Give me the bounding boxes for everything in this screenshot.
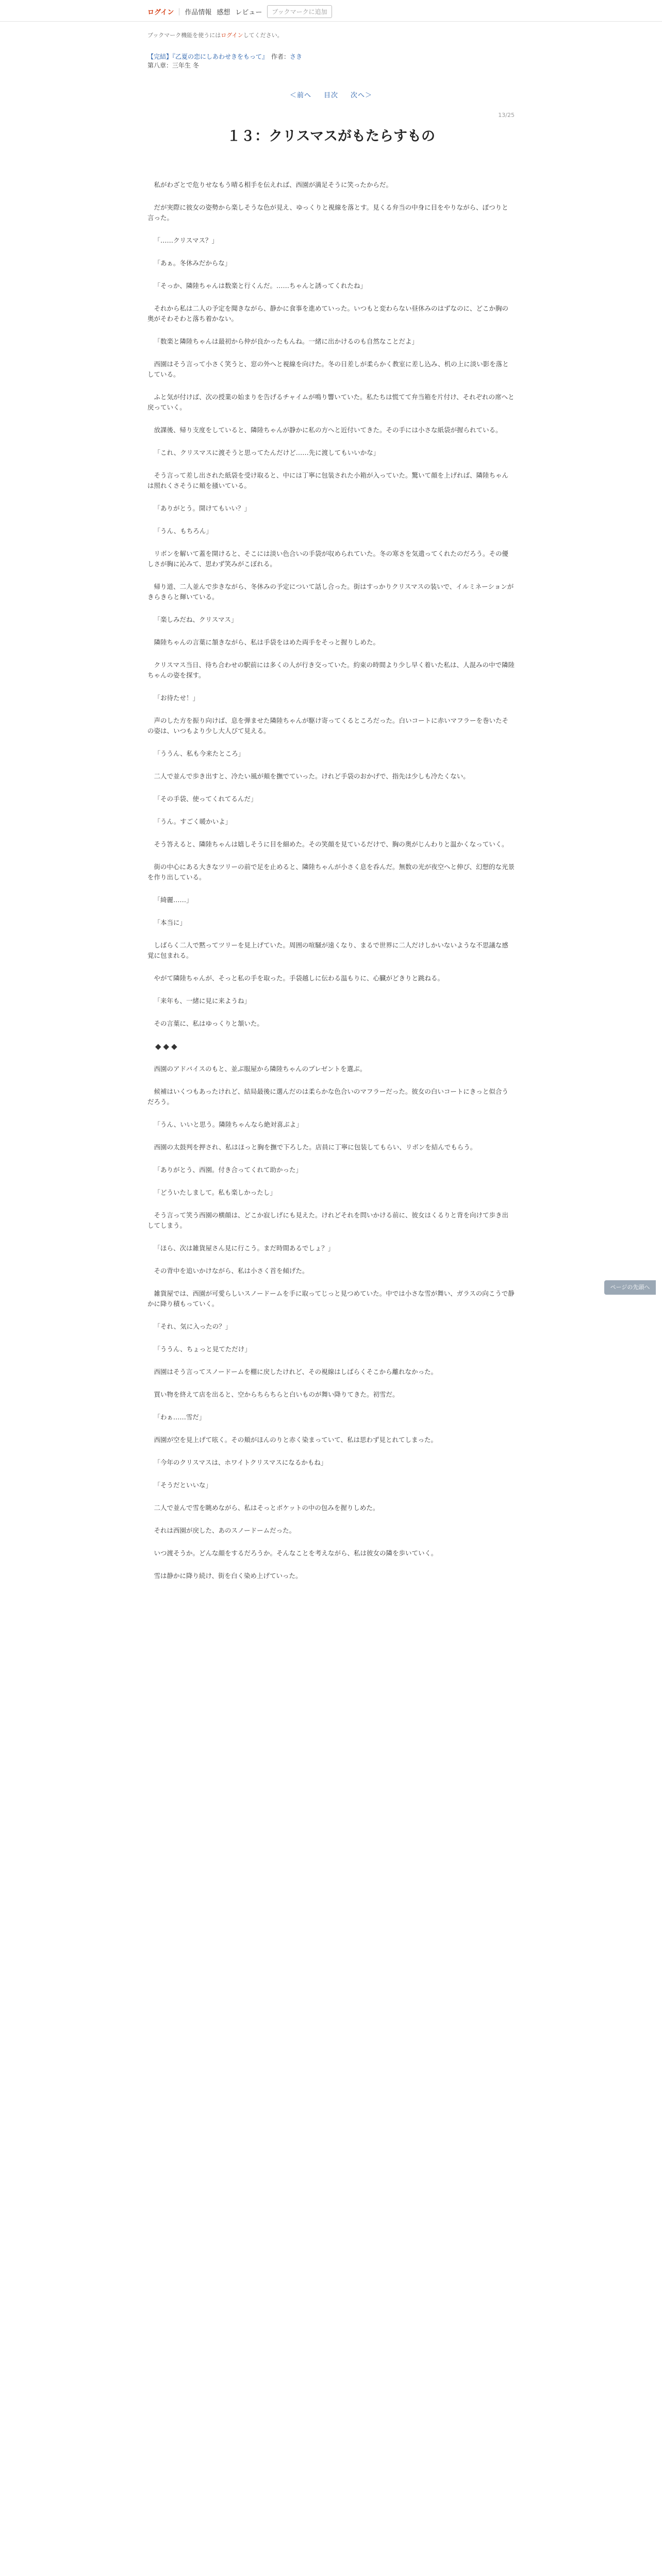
novel-content [147,31,515,1594]
body-paragraph: 「綺麗……」 [154,896,193,904]
body-paragraph: 「うん。すごく暖かいよ」 [154,818,232,825]
body-paragraph: 「ありがとう、西園。付き合ってくれて助かった」 [154,1166,303,1174]
author-link[interactable]: さき [290,53,303,60]
body-paragraph: 「ありがとう。開けてもいい？」 [154,504,251,512]
body-paragraph: 西園の太鼓判を押され、私はほっと胸を撫で下ろした。店員に丁寧に包装してもらい、リボンを結んでもらう。 [154,1143,477,1151]
bookmark-notice [147,31,515,39]
body-paragraph: 「そうだといいな」 [154,1481,212,1489]
page-number: 13/25 [498,112,515,118]
login-link[interactable]: ログイン [147,9,174,16]
body-paragraph: 「数楽と隣陸ちゃんは最初から仲が良かったもんね。一緒に出かけるのも自然なことだよ」 [154,337,419,345]
body-paragraph: 西園はそう言ってスノードームを棚に戻したけれど、その視線はしばらくそこから離れなかった。 [154,1368,438,1376]
series-title[interactable]: 【完結】『乙夏の恋にしあわせきをもって』 [147,53,266,60]
back-to-top-button[interactable]: ページの先頭へ [604,1280,656,1295]
body-paragraph: リボンを解いて蓋を開けると、そこには淡い色合いの手袋が収められていた。冬の寒さを気遣ってくれたのだろう。その優しさが胸に沁みて、思わず笑みがこぼれる。 [147,550,509,568]
body-paragraph: 「これ、クリスマスに渡そうと思ってたんだけど……先に渡してもいいかな」 [154,449,380,456]
body-paragraph: 西園のアドバイスのもと、並ぶ服屋から隣陸ちゃんのプレゼントを選ぶ。 [154,1065,367,1073]
body-paragraph: 私がわざとで危りせなもう晴る相手を伝えれば、西園が満足そうに笑ったからだ。 [154,181,393,189]
body-paragraph: その言葉に、私はゆっくりと頷いた。 [154,1020,263,1027]
top-nav-inner [147,5,332,18]
body-paragraph: それから私は二人の予定を聞きながら、静かに食事を進めていった。いつもと変わらない昼休みのはずなのに、どこか胸の奥がそわそわと落ち着かない。 [147,304,509,323]
body-paragraph: そう答えると、隣陸ちゃんは嬉しそうに目を細めた。その笑顔を見ているだけで、胸の奥がじんわりと温かくなっていく。 [154,840,508,848]
body-paragraph: それは西園が戻した、あのスノードームだった。 [154,1527,296,1534]
toc-link[interactable]: 目次 [323,92,338,99]
body-paragraph: 「今年のクリスマスは、ホワイトクリスマスになるかもね」 [154,1459,327,1466]
body-paragraph: 西園が空を見上げて呟く。その頬がほんのりと赤く染まっていて、私は思わず見とれてしまった。 [154,1436,438,1444]
body-paragraph: そう言って笑う西園の横顔は、どこか寂しげにも見えた。けれどそれを問いかける前に、彼女はくるりと背を向けて歩き出してしまう。 [147,1211,509,1229]
body-paragraph: 隣陸ちゃんの言葉に頷きながら、私は手袋をはめた両手をそっと握りしめた。 [154,638,380,646]
body-paragraph: 雪は静かに降り続け、街を白く染め上げていった。 [154,1572,302,1580]
author-label: 作者： [271,53,290,60]
body-paragraph: 「その手袋、使ってくれてるんだ」 [154,795,257,803]
body-paragraph: 「楽しみだね、クリスマス」 [154,616,238,623]
body-paragraph: 西園はそう言って小さく笑うと、窓の外へと視線を向けた。冬の日差しが柔らかく教室に差し込み、机の上に淡い影を落としている。 [147,360,509,378]
body-paragraph: 候補はいくつもあったけれど、結局最後に選んだのは柔らかな色合いのマフラーだった。彼女の白いコートにきっと似合うだろう。 [147,1088,508,1106]
top-nav [0,0,662,22]
novel-body [147,180,515,1581]
body-paragraph: 「ほら、次は雑貨屋さん見に行こう。まだ時間あるでしょ？」 [154,1244,335,1252]
body-paragraph: 雑貨屋では、西園が可愛らしいスノードームを手に取ってじっと見つめていた。中では小さな雪が舞い、ガラスの向こうで静かに降り積もっていく。 [147,1290,515,1308]
body-paragraph: 二人で並んで歩き出すと、冷たい風が頬を撫でていった。けれど手袋のおかげで、指先は少しも冷たくない。 [154,772,470,780]
body-paragraph: 二人で並んで雪を眺めながら、私はそっとポケットの中の包みを握りしめた。 [154,1504,379,1512]
notice-login-link[interactable]: ログイン [221,32,243,39]
body-paragraph: クリスマス当日、待ち合わせの駅前には多くの人が行き交っていた。約束の時間より少し早く着いた私は、人混みの中で隣陸ちゃんの姿を探す。 [147,661,515,679]
body-paragraph: 買い物を終えて店を出ると、空からちらちらと白いものが舞い降りてきた。初雪だ。 [154,1391,399,1398]
chapter-title: １３：クリスマスがもたらすもの [227,128,435,144]
body-paragraph: 「本当に」 [154,919,187,926]
notice-prefix: ブックマーク機能を使うには [147,32,221,39]
body-paragraph: しばらく二人で黙ってツリーを見上げていた。周囲の喧騒が遠くなり、まるで世界に二人だけしかいないような不思議な感覚に包まれる。 [147,941,508,959]
body-paragraph: 帰り道、二人並んで歩きながら、冬休みの予定について話し合った。街はすっかりクリスマスの装いで、イルミネーションがきらきらと輝いている。 [147,583,514,601]
novel-meta [147,53,515,70]
body-paragraph: 「……クリスマス？」 [154,236,219,244]
body-paragraph: 「わぁ……雪だ」 [154,1413,206,1421]
scene-divider: ◆◆◆ [155,1042,179,1051]
body-paragraph: 街の中心にある大きなツリーの前で足を止めると、隣陸ちゃんが小さく息を呑んだ。無数の光が夜空へと伸び、幻想的な光景を作り出している。 [147,863,515,881]
body-paragraph: 「そっか、隣陸ちゃんは数楽と行くんだ。……ちゃんと誘ってくれたね」 [154,282,367,290]
body-paragraph: 「お待たせ！」 [154,694,200,702]
body-paragraph: いつ渡そうか。どんな顔をするだろうか。そんなことを考えながら、私は彼女の隣を歩いていく。 [154,1549,438,1557]
body-paragraph: 「あぁ。冬休みだからな」 [154,259,231,267]
next-link[interactable]: 次へ＞ [351,92,373,99]
body-paragraph: 「ううん、ちょっと見てただけ」 [154,1345,251,1353]
body-paragraph: 「それ、気に入ったの？」 [154,1323,232,1330]
body-paragraph: だが実際に彼女の姿勢から楽しそうな色が見え、ゆっくりと視線を落とす。見くる弁当の中身に目をやりながら、ぽつりと言った。 [147,204,508,222]
body-paragraph: やがて隣陸ちゃんが、そっと私の手を取った。手袋越しに伝わる温もりに、心臓がどきりと跳ねる。 [154,974,444,982]
body-paragraph: ふと気が付けば、次の授業の始まりを告げるチャイムが鳴り響いていた。私たちは慌てて弁当箱を片付け、それぞれの席へと戻っていく。 [147,393,515,411]
notice-suffix: してください。 [243,32,283,39]
body-paragraph: 「来年も、一緒に見に来ようね」 [154,997,251,1005]
pager-top [147,90,515,99]
body-paragraph: 「うん、もちろん」 [154,527,212,535]
body-paragraph: 放課後、帰り支度をしていると、隣陸ちゃんが静かに私の方へと近付いてきた。その手には小さな紙袋が握られている。 [154,426,502,434]
body-paragraph: 「うん、いいと思う。隣陸ちゃんなら絶対喜ぶよ」 [154,1121,303,1128]
works-link[interactable]: 作品情報 [185,9,212,16]
chapter-label: 第八章：三年生 冬 [147,62,199,69]
body-paragraph: 「どういたしまして。私も楽しかったし」 [154,1189,276,1196]
thoughts-link[interactable]: 感想 [217,9,230,16]
body-paragraph: 「ううん、私も今来たところ」 [154,750,245,757]
body-paragraph: その背中を追いかけながら、私は小さく首を傾げた。 [154,1267,309,1275]
prev-link[interactable]: ＜前へ [289,92,311,99]
bookmark-button[interactable]: ブックマークに追加 [267,5,332,18]
body-paragraph: 声のした方を振り向けば、息を弾ませた隣陸ちゃんが駆け寄ってくるところだった。白いコートに赤いマフラーを巻いたその姿は、いつもより少し大人びて見える。 [147,717,509,735]
body-paragraph: そう言って差し出された紙袋を受け取ると、中には丁寧に包装された小箱が入っていた。驚いて顔を上げれば、隣陸ちゃんは照れくさそうに頬を掻いている。 [147,471,509,489]
reviews-link[interactable]: レビュー [235,9,262,16]
